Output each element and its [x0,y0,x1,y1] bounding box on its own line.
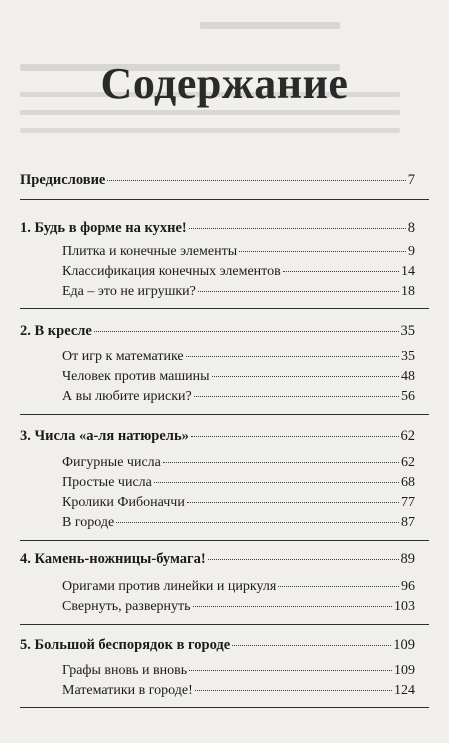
toc-item[interactable] [62,683,415,699]
dot-leader [193,606,392,607]
toc-label: Свернуть, развернуть [62,599,191,614]
toc-item[interactable] [62,264,415,280]
page-title: Содержание [100,59,349,108]
toc-label: 1. Будь в форме на кухне! [20,220,187,236]
section-divider [20,199,429,200]
section-divider [20,624,429,625]
toc-label: Классификация конечных элементов [62,264,281,279]
dot-leader [208,559,399,560]
toc-label: 2. В кресле [20,323,92,339]
dot-leader [283,271,399,272]
dot-leader [212,376,399,377]
toc-item[interactable] [62,284,415,300]
toc-page-number: 48 [401,369,415,384]
dot-leader [191,436,399,437]
dot-leader [278,586,399,587]
toc-page-number: 8 [407,220,415,236]
toc-label: А вы любите ириски? [62,389,192,404]
section-divider [20,414,429,415]
dot-leader [239,251,406,252]
toc-item[interactable] [62,455,415,471]
dot-leader [163,462,399,463]
dot-leader [94,331,399,332]
toc-label: Предисловие [20,172,106,188]
toc-page-number: 68 [401,475,415,490]
toc-item[interactable] [62,475,415,491]
toc-page-number: 35 [401,349,415,364]
toc-label: В городе [62,515,115,530]
dot-leader [195,690,392,691]
toc-label: Фигурные числа [62,455,161,470]
dot-leader [107,180,405,181]
toc-page-number: 124 [394,683,415,698]
toc-label: От игр к математике [62,349,184,364]
toc-label: Графы вновь и вновь [62,663,188,678]
toc-label: 5. Большой беспорядок в городе [20,637,231,653]
dot-leader [189,228,406,229]
section-divider [20,540,429,541]
dot-leader [186,356,399,357]
toc-label: Простые числа [62,475,152,490]
toc-label: Плитка и конечные элементы [62,244,238,259]
toc-page-number: 7 [407,172,415,188]
toc-label: Оригами против линейки и циркуля [62,579,277,594]
toc-item[interactable] [62,663,415,679]
toc-page-number: 9 [408,244,415,259]
toc-page-number: 14 [401,264,415,279]
dot-leader [116,522,399,523]
toc-page-number: 103 [394,599,415,614]
toc-item[interactable] [62,579,415,595]
toc-page-number: 77 [401,495,415,510]
toc-label: Кролики Фибоначчи [62,495,185,510]
section-divider [20,707,429,708]
toc-chapter-4[interactable] [20,551,415,568]
toc-item[interactable] [62,515,415,531]
toc-page-number: 96 [401,579,415,594]
toc-page-number: 18 [401,284,415,299]
toc-item[interactable] [62,389,415,405]
toc-chapter-2[interactable] [20,323,415,340]
toc-page-number: 35 [400,323,415,339]
toc-page-number: 109 [393,637,415,653]
toc-preface[interactable] [20,172,415,189]
toc-chapter-3[interactable] [20,428,415,445]
section-divider [20,308,429,309]
dot-leader [232,645,391,646]
toc-label: Математики в городе! [62,683,193,698]
toc-page-number: 109 [394,663,415,678]
dot-leader [189,670,392,671]
toc-chapter-5[interactable] [20,637,415,654]
dot-leader [198,291,399,292]
toc-label: Человек против машины [62,369,210,384]
toc-label: 4. Камень-ножницы-бумага! [20,551,206,567]
toc-item[interactable] [62,244,415,260]
toc-chapter-1[interactable] [20,220,415,237]
dot-leader [187,502,399,503]
toc-item[interactable] [62,495,415,511]
toc-page-number: 87 [401,515,415,530]
toc-item[interactable] [62,369,415,385]
toc-page-number: 62 [401,455,415,470]
toc-item[interactable] [62,349,415,365]
toc-item[interactable] [62,599,415,615]
dot-leader [194,396,399,397]
toc-label: Еда – это не игрушки? [62,284,196,299]
toc-page-number: 89 [400,551,415,567]
toc-page-number: 62 [400,428,415,444]
toc-page-number: 56 [401,389,415,404]
toc-label: 3. Числа «а-ля натюрель» [20,428,189,444]
dot-leader [154,482,399,483]
